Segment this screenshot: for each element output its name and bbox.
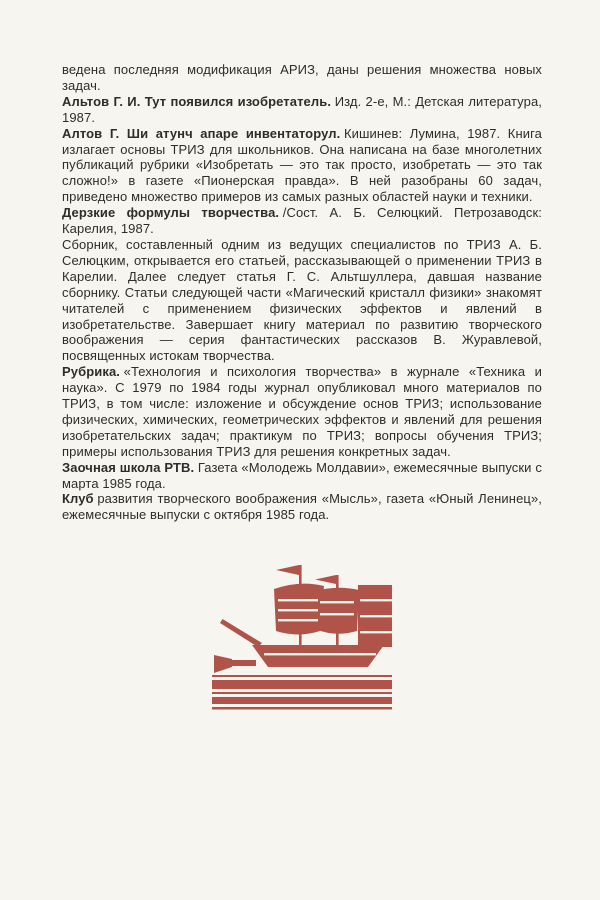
entry-text: Изд. 2-е, М.: Детская литература, 1987. — [62, 93, 543, 125]
entry-text: Кишинев: Лумина, 1987. Книга излагает основы ТРИЗ для школьников. Она написана на базе многолетних публикаций рубрики «Изобретать — это так просто, изобретать — это так сложно!» в газете «Пионерская правда». В ней разобраны 60 задач, приведено множество примеров из самых разных областей науки и техники. — [62, 125, 542, 205]
entry-title: Дерзкие формулы творчества. — [62, 205, 280, 221]
ship-illustration — [212, 557, 392, 717]
entry-title: Заочная школа РТВ. — [62, 459, 195, 475]
entry-text: Сборник, составленный одним из ведущих специалистов по ТРИЗ А. Б. Селюцким, открывается его статьей, рассказывающей о применении ТРИЗ в Карелии. Далее следует статья Г. С. Альтшуллера, давшая название сборнику. Статьи следующей части «Магический кристалл физики» знакомят читателей с применением физических эффектов и явлений в изобретательстве. Завершает книгу материал по развитию творческого воображения — серия фантастических рассказов В. Журавлевой, посвященных истокам творчества. — [62, 236, 542, 364]
entry-title: Рубрика. — [62, 364, 121, 380]
bib-entry — [62, 491, 542, 523]
entry-title: Клуб — [62, 491, 94, 507]
entry-text: Газета «Молодежь Молдавии», ежемесячные выпуски с марта 1985 года. — [62, 459, 542, 491]
bib-entry — [62, 460, 542, 492]
entry-text: ведена последняя модификация АРИЗ, даны решения множества новых задач. — [62, 62, 542, 93]
annotation-paragraph — [62, 237, 542, 364]
paragraph-continuation — [62, 62, 542, 94]
entry-title: Альтов Г. И. Тут появился изобретатель. — [62, 93, 332, 109]
entry-text: «Технология и психология творчества» в журнале «Техника и наука». С 1979 по 1984 годы журнал опубликовал много материалов по ТРИЗ, в том числе: изложение и обсуждение основ ТРИЗ; использование физических, химических, геометрических эффектов и явлений для решения изобретательских задач; практикум по ТРИЗ; вопросы обучения ТРИЗ; примеры использования ТРИЗ для решения конкретных задач. — [62, 364, 542, 459]
entry-text: развития творческого воображения «Мысль», газета «Юный Ленинец», ежемесячные выпуски с октября 1985 года. — [62, 491, 542, 523]
bib-entry — [62, 364, 542, 459]
bib-entry — [62, 94, 542, 126]
ship-woodcut-icon — [212, 557, 392, 717]
bib-entry — [62, 126, 542, 206]
entry-title: Алтов Г. Ши атунч апаре инвентаторул. — [62, 125, 341, 141]
entry-text: /Сост. А. Б. Селюцкий. Петрозаводск: Карелия, 1987. — [62, 205, 543, 237]
text-block — [62, 62, 542, 523]
bib-entry — [62, 205, 542, 237]
